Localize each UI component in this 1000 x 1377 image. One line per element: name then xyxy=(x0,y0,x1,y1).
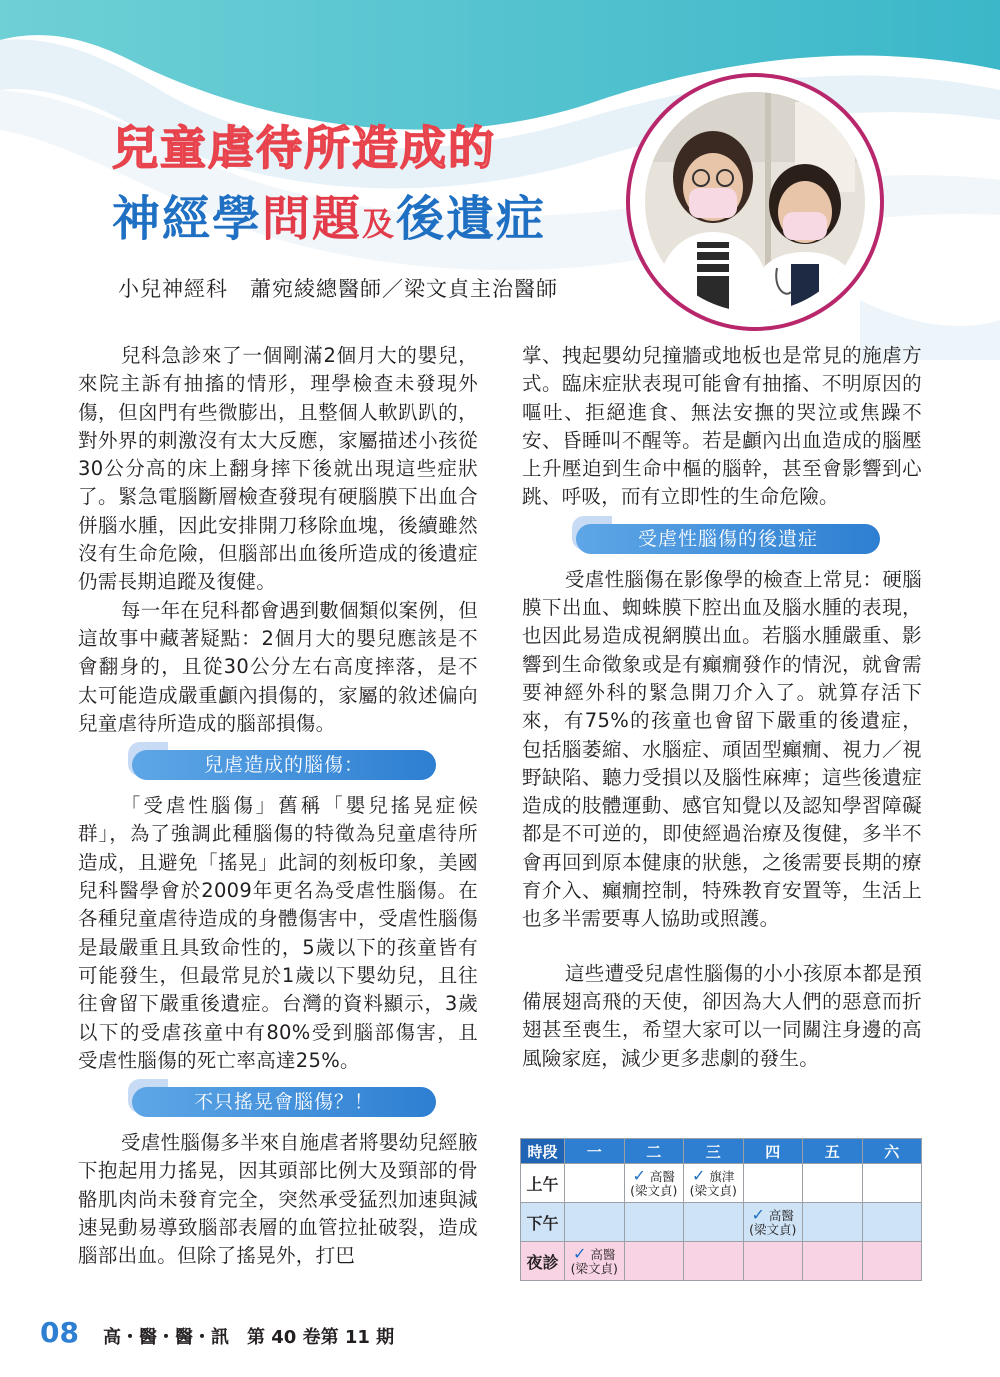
section-heading-abuse-brain-injury xyxy=(78,750,478,780)
paragraph-sequelae: 受虐性腦傷在影像學的檢查上常見：硬腦膜下出血、蜘蛛膜下腔出血及腦水腫的表現，也因此易造成視網膜出血。若腦水腫嚴重、影響到生命徵象或是有癲癇發作的情況，就會需要神經外科的緊急開刀介入了。就算存活下來，有75%的孩童也會留下嚴重的後遺症，包括腦萎縮、水腦症、頑固型癲癇、視力／視野缺陷、聽力受損以及腦性麻痺；這些後遺症造成的肢體運動、感官知覺以及認知學習障礙都是不可逆的，即使經過治療及復健，多半不會再回到原本健康的狀態，之後需要長期的療育介入、癲癇控制，特殊教育安置等，生活上也多半需要專人協助或照護。 xyxy=(522,567,922,931)
schedule-cell xyxy=(862,1203,922,1242)
doctors-photo xyxy=(645,92,865,312)
title-part-and: 及 xyxy=(362,205,397,243)
title-part-sequelae: 後遺症 xyxy=(396,191,547,247)
paragraph-mechanism: 受虐性腦傷多半來自施虐者將嬰幼兒經腋下抱起用力搖晃，因其頭部比例大及頸部的骨骼肌肉尚未發育完全，突然承受猛烈加速與減速晃動易導致腦部表層的血管拉扯破裂，造成腦部出血。但除了搖晃外，打巴 xyxy=(78,1131,478,1268)
article-title-line-1: 兒童虐待所造成的 xyxy=(112,121,496,175)
check-icon: ✓ xyxy=(751,1204,765,1224)
schedule-row-label: 夜診 xyxy=(521,1242,565,1281)
schedule-cell xyxy=(803,1242,863,1281)
article-title-line-2 xyxy=(112,180,546,249)
check-icon: ✓ xyxy=(573,1243,587,1263)
schedule-row-label: 下午 xyxy=(521,1203,565,1242)
schedule-cell-location: ✓ 高醫 xyxy=(751,1204,794,1224)
schedule-cell xyxy=(624,1203,684,1242)
check-icon: ✓ xyxy=(692,1165,706,1185)
schedule-row-label: 上午 xyxy=(521,1164,565,1203)
schedule-header-row xyxy=(521,1139,922,1164)
doctors-photo-illustration xyxy=(645,92,865,312)
paragraph-closing: 這些遭受兒虐性腦傷的小小孩原本都是預備展翅高飛的天使，卻因為大人們的惡意而折翅甚至喪生，希望大家可以一同關注身邊的高風險家庭，減少更多悲劇的發生。 xyxy=(522,961,922,1070)
schedule-header-day: 一 xyxy=(565,1139,625,1164)
page-number: 08 xyxy=(40,1316,79,1349)
paragraph-definition: 「受虐性腦傷」舊稱「嬰兒搖晃症候群」，為了強調此種腦傷的特徵為兒童虐待所造成，且避免「搖晃」此詞的刻板印象，美國兒科醫學會於2009年更名為受虐性腦傷。在各種兒童虐待造成的身體傷害中，受虐性腦傷是最嚴重且具致命性的，5歲以下的孩童皆有可能發生，但最常見於1歲以下嬰幼兒，且往往會留下嚴重後遺症。台灣的資料顯示，3歲以下的受虐孩童中有80%受到腦部傷害，且受虐性腦傷的死亡率高達25%。 xyxy=(78,794,478,1072)
paragraph-case-doubt: 每一年在兒科都會遇到數個類似案例，但這故事中藏著疑點：2個月大的嬰兒應該是不會翻身的，且從30公分左右高度摔落，是不太可能造成嚴重顱內損傷的，家屬的敘述偏向兒童虐待所造成的腦部損傷。 xyxy=(78,598,478,735)
schedule-cell-doctor: (梁文貞) xyxy=(570,1260,618,1276)
schedule-header-slot: 時段 xyxy=(521,1139,565,1164)
section-heading-not-only-shaking xyxy=(78,1087,478,1117)
schedule-cell xyxy=(684,1164,744,1203)
schedule-cell xyxy=(743,1242,803,1281)
schedule-cell xyxy=(862,1164,922,1203)
clinic-schedule-table xyxy=(520,1138,922,1281)
schedule-cell xyxy=(565,1242,625,1281)
schedule-cell xyxy=(684,1242,744,1281)
schedule-cell-location: ✓ 旗津 xyxy=(692,1165,735,1185)
article-column-right xyxy=(522,342,922,1073)
schedule-cell xyxy=(624,1242,684,1281)
schedule-cell-location: ✓ 高醫 xyxy=(632,1165,675,1185)
article-column-left xyxy=(78,342,478,1271)
section-heading-label: 兒虐造成的腦傷： xyxy=(132,750,436,780)
schedule-cell xyxy=(743,1203,803,1242)
section-heading-label: 不只搖晃會腦傷？！ xyxy=(132,1087,436,1117)
schedule-cell xyxy=(565,1164,625,1203)
schedule-header-day: 六 xyxy=(862,1139,922,1164)
title-part-problem: 問題 xyxy=(262,191,363,247)
section-heading-label: 受虐性腦傷的後遺症 xyxy=(576,524,880,554)
schedule-cell xyxy=(684,1203,744,1242)
schedule-cell xyxy=(803,1203,863,1242)
schedule-cell xyxy=(803,1164,863,1203)
schedule-cell xyxy=(743,1164,803,1203)
schedule-cell-doctor: (梁文貞) xyxy=(689,1182,737,1198)
schedule-cell-location: ✓ 高醫 xyxy=(573,1243,616,1263)
schedule-header-day: 四 xyxy=(743,1139,803,1164)
title-part-neurology: 神經學 xyxy=(112,191,263,247)
schedule-cell xyxy=(624,1164,684,1203)
schedule-row-morning xyxy=(521,1164,922,1203)
publication-footer: 高・醫・醫・訊 第 40 卷第 11 期 xyxy=(103,1327,395,1348)
paragraph-case-intro: 兒科急診來了一個剛滿2個月大的嬰兒，來院主訴有抽搐的情形，理學檢查未發現外傷，但囟門有些微膨出，且整個人軟趴趴的，對外界的刺激沒有太大反應，家屬描述小孩從30公分高的床上翻身摔下後就出現這些症狀了。緊急電腦斷層檢查發現有硬腦膜下出血合併腦水腫，因此安排開刀移除血塊，後續雖然沒有生命危險，但腦部出血後所造成的後遺症仍需長期追蹤及復健。 xyxy=(78,344,478,594)
schedule-header-day: 二 xyxy=(624,1139,684,1164)
section-heading-sequelae xyxy=(522,524,922,554)
schedule-header-day: 五 xyxy=(803,1139,863,1164)
schedule-row-afternoon xyxy=(521,1203,922,1242)
schedule-cell xyxy=(565,1203,625,1242)
schedule-row-night xyxy=(521,1242,922,1281)
schedule-cell-doctor: (梁文貞) xyxy=(630,1182,678,1198)
author-byline: 小兒神經科 蕭宛綾總醫師／梁文貞主治醫師 xyxy=(118,277,558,301)
paragraph-symptoms: 掌、拽起嬰幼兒撞牆或地板也是常見的施虐方式。臨床症狀表現可能會有抽搐、不明原因的嘔吐、拒絕進食、無法安撫的哭泣或焦躁不安、昏睡叫不醒等。若是顱內出血造成的腦壓上升壓迫到生命中樞的腦幹，甚至會影響到心跳、呼吸，而有立即性的生命危險。 xyxy=(522,344,922,509)
schedule-header-day: 三 xyxy=(684,1139,744,1164)
schedule-cell-doctor: (梁文貞) xyxy=(749,1221,797,1237)
schedule-cell xyxy=(862,1242,922,1281)
check-icon: ✓ xyxy=(632,1165,646,1185)
